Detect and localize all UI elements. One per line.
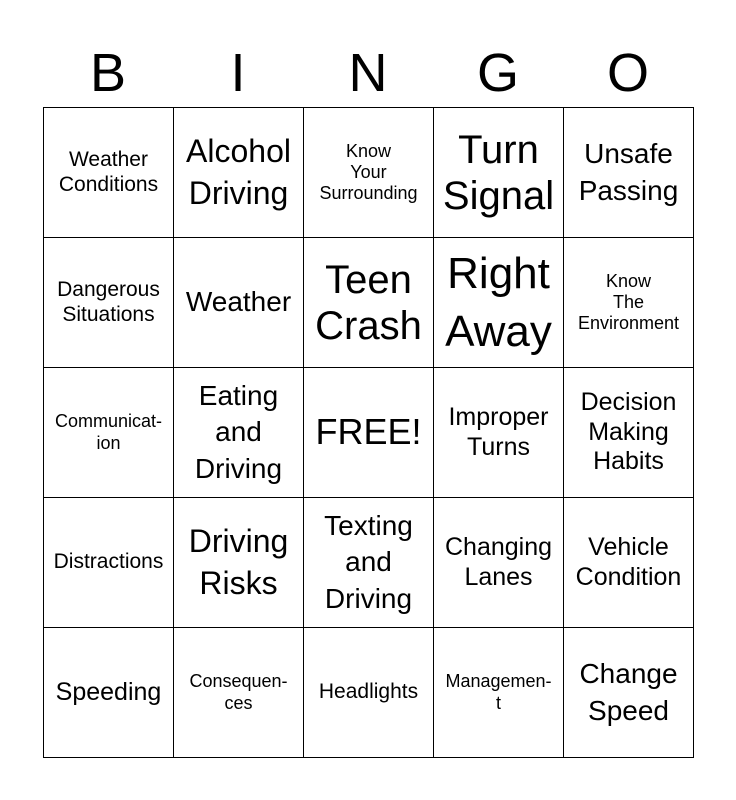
cell-text-line: Turn [458, 127, 539, 172]
cell-text-line: and [215, 416, 262, 448]
bingo-cell[interactable] [44, 238, 174, 368]
cell-text-line: Driving [194, 452, 283, 484]
cell-text-line: Unsafe [584, 138, 673, 170]
cell-text-line: The [612, 291, 645, 312]
cell-text-line: Passing [578, 174, 679, 206]
cell-text-line: ion [96, 432, 121, 453]
bingo-cell[interactable] [564, 628, 694, 758]
cell-text-line: Speeding [55, 677, 162, 706]
cell-text-line: Know [605, 270, 652, 291]
cell-text-line: Weather [185, 286, 292, 318]
cell-text-line: Surrounding [319, 183, 418, 204]
cell-text-line: t [495, 692, 501, 713]
bingo-cell[interactable] [434, 368, 564, 498]
header-letter-b: B [89, 43, 127, 103]
cell-text-line: Know [345, 140, 391, 161]
bingo-cell[interactable] [174, 368, 304, 498]
bingo-header [43, 38, 693, 108]
cell-text-line: Communicat- [54, 411, 163, 432]
header-letter-i: I [230, 43, 246, 103]
cell-text-line: Eating [198, 379, 279, 411]
cell-text-line: Lanes [464, 562, 533, 591]
cell-text-line: Texting [324, 509, 413, 541]
bingo-cell[interactable] [434, 628, 564, 758]
cell-text-line: Habits [593, 447, 664, 476]
bingo-cell[interactable] [564, 108, 694, 238]
cell-text-line: Risks [199, 564, 278, 601]
bingo-cell[interactable] [434, 108, 564, 238]
bingo-cell[interactable] [44, 498, 174, 628]
bingo-cell[interactable] [174, 628, 304, 758]
cell-text-line: Changing [444, 533, 553, 561]
cell-text-line: Alcohol [186, 132, 291, 169]
free-space-label: FREE! [315, 411, 422, 453]
bingo-cell[interactable] [304, 498, 434, 628]
cell-text-line: Teen [325, 257, 412, 302]
cell-text-line: ces [224, 692, 253, 713]
cell-text-line: Crash [315, 303, 422, 348]
cell-text-line: Turns [467, 432, 530, 461]
free-space-cell[interactable] [304, 368, 434, 498]
cell-text-line: Decision [580, 388, 677, 417]
cell-text-line: Environment [577, 313, 680, 334]
bingo-cell[interactable] [304, 108, 434, 238]
cell-text-line: Managemen- [445, 671, 552, 692]
bingo-cell[interactable] [304, 628, 434, 758]
bingo-cell[interactable] [174, 238, 304, 368]
bingo-cell[interactable] [44, 368, 174, 498]
cell-text-line: Your [350, 161, 387, 182]
bingo-cell[interactable] [564, 238, 694, 368]
cell-text-line: Vehicle [588, 533, 669, 561]
bingo-cell[interactable] [174, 108, 304, 238]
cell-text-line: Consequen- [189, 671, 288, 692]
cell-text-line: Conditions [58, 172, 159, 196]
cell-text-line: and [345, 546, 392, 578]
header-letter-g: G [476, 43, 519, 103]
header-letter-n: N [348, 43, 388, 103]
cell-text-line: Making [588, 417, 669, 446]
cell-text-line: Situations [62, 302, 155, 326]
cell-text-line: Dangerous [57, 277, 160, 301]
header-letter-o: O [606, 43, 649, 103]
bingo-cell[interactable] [44, 108, 174, 238]
cell-text-line: Improper [448, 403, 549, 431]
cell-text-line: Away [445, 306, 552, 356]
bingo-cell[interactable] [434, 498, 564, 628]
cell-text-line: Driving [324, 582, 413, 614]
bingo-cell[interactable] [304, 238, 434, 368]
cell-text-line: Signal [442, 173, 555, 218]
cell-text-line: Condition [575, 562, 682, 591]
bingo-cell[interactable] [174, 498, 304, 628]
cell-text-line: Driving [188, 174, 289, 211]
bingo-cell[interactable] [44, 628, 174, 758]
cell-text-line: Headlights [318, 680, 419, 704]
cell-text-line: Right [447, 249, 550, 299]
bingo-cell[interactable] [434, 238, 564, 368]
cell-text-line: Distractions [53, 550, 164, 574]
cell-text-line: Driving [188, 522, 289, 559]
cell-text-line: Speed [588, 694, 669, 726]
bingo-board [43, 107, 694, 758]
bingo-cell[interactable] [564, 368, 694, 498]
cell-text-line: Weather [68, 147, 148, 171]
bingo-cell[interactable] [564, 498, 694, 628]
cell-text-line: Change [579, 658, 678, 690]
